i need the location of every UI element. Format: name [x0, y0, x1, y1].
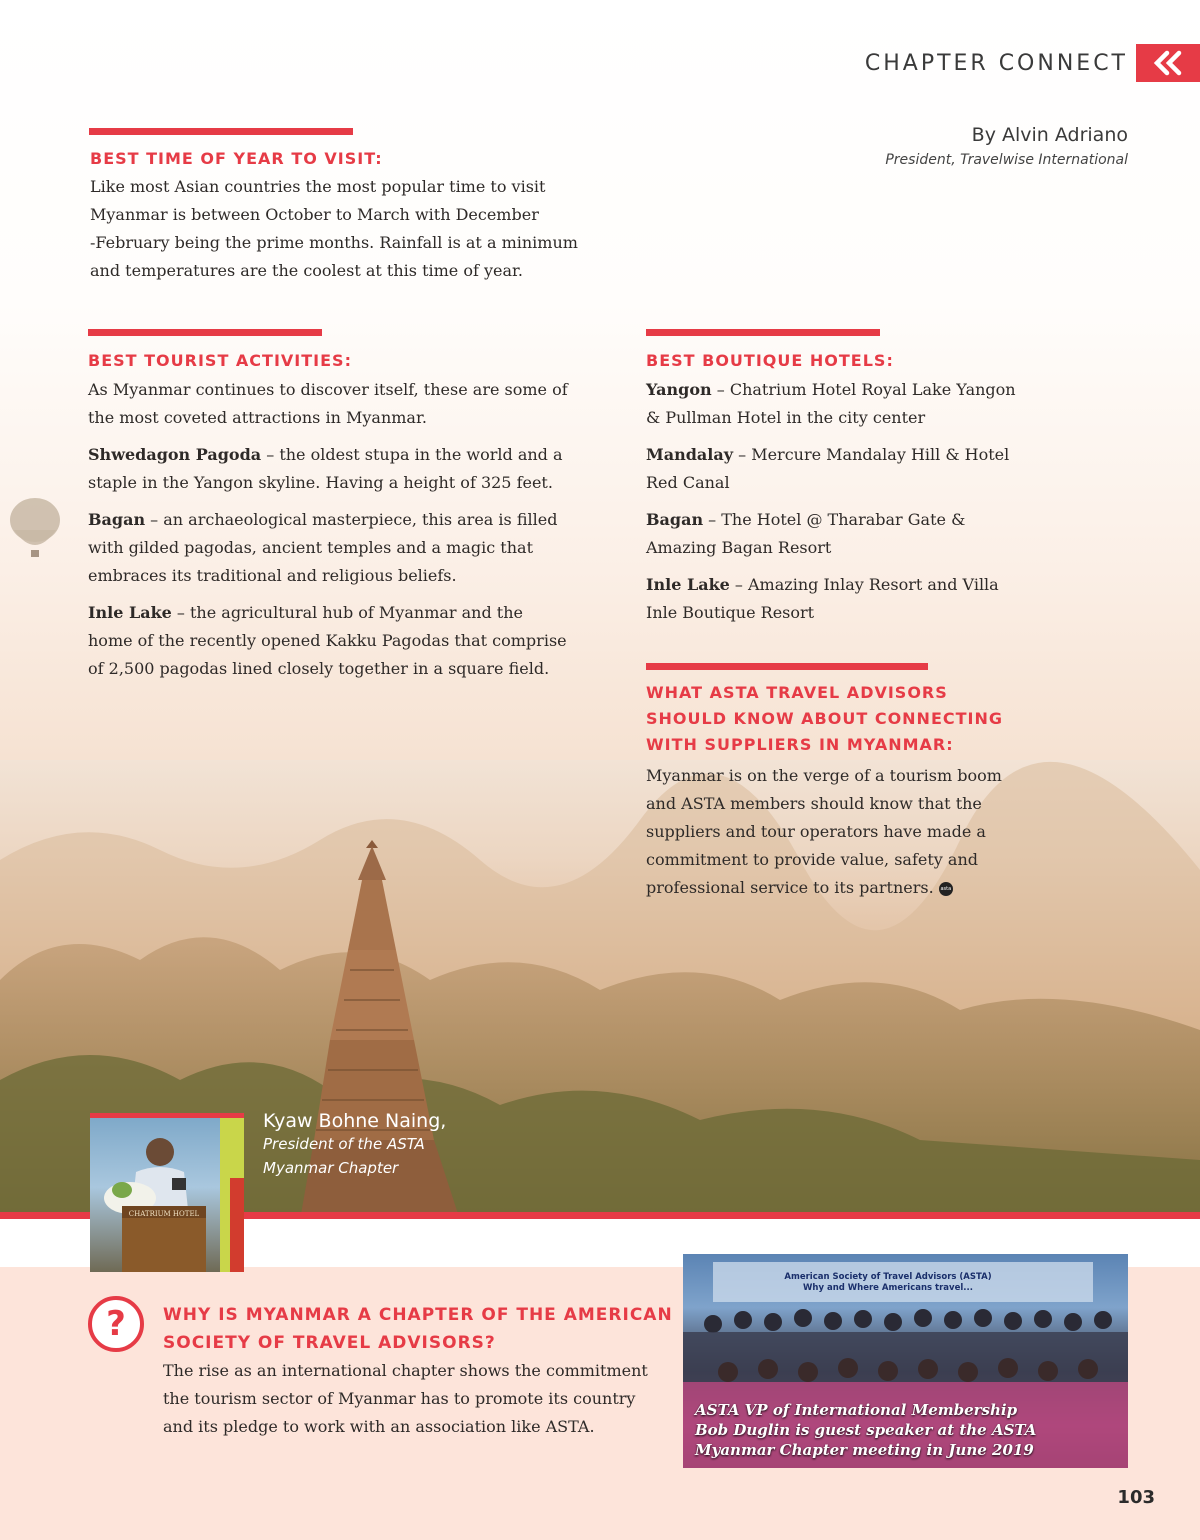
group-photo	[683, 1254, 1128, 1468]
section-rule	[646, 663, 928, 670]
item-text: – the agricultural hub of Myanmar and the home of the recently opened Kakku Pagodas that comprise of 2,500 pagodas lined closely together in a square field.	[88, 603, 567, 678]
item-name: Yangon	[646, 380, 712, 399]
item-name: Inle Lake	[646, 575, 730, 594]
activities-text	[88, 376, 568, 692]
hotels-text	[646, 376, 1016, 636]
section-rule	[646, 329, 880, 336]
item-text: – an archaeological masterpiece, this area is filled with gilded pagodas, ancient temples and a magic that embraces its traditional and religious beliefs.	[88, 510, 558, 585]
section-title: CHAPTER CONNECT	[864, 50, 1128, 76]
item-text: – the oldest stupa in the world and a staple in the Yangon skyline. Having a height of 325 feet.	[88, 445, 563, 492]
list-item	[646, 571, 1016, 627]
hot-air-balloon-icon	[8, 498, 62, 560]
author-role: President, Travelwise International	[885, 152, 1128, 168]
text-line: and temperatures are the coolest at this time of year.	[90, 261, 523, 280]
item-text: – The Hotel @ Tharabar Gate & Amazing Bagan Resort	[646, 510, 966, 557]
best-time-text	[90, 173, 590, 285]
list-item	[88, 506, 568, 590]
page-number: 103	[1117, 1487, 1155, 1508]
text-line: The rise as an international chapter shows the commitment	[163, 1361, 648, 1380]
podium-text: CHATRIUM HOTEL	[128, 1210, 200, 1218]
heading-line: SHOULD KNOW ABOUT CONNECTING	[646, 709, 1004, 728]
caption-role-line: President of the ASTA	[263, 1135, 425, 1153]
hotels-heading: BEST BOUTIQUE HOTELS:	[646, 351, 894, 370]
header-badge	[1136, 44, 1200, 82]
speaker-illustration	[90, 1118, 244, 1272]
list-item	[88, 599, 568, 683]
item-name: Inle Lake	[88, 603, 172, 622]
best-time-heading: BEST TIME OF YEAR TO VISIT:	[90, 149, 383, 168]
section-rule	[89, 128, 353, 135]
author-name: By Alvin Adriano	[971, 124, 1128, 146]
heading-line: WHAT ASTA TRAVEL ADVISORS	[646, 683, 948, 702]
asta-advisors-body: Myanmar is on the verge of a tourism boom and ASTA members should know that the suppliers and tour operators have made a commitment to provide value, safety and professional service to its partners.	[646, 766, 1002, 897]
heading-line: SOCIETY OF TRAVEL ADVISORS?	[163, 1333, 496, 1353]
banner-line: Why and Where Americans travel...	[803, 1283, 973, 1293]
why-chapter-heading	[163, 1301, 673, 1357]
list-item	[646, 506, 1016, 562]
caption-role-line: Myanmar Chapter	[263, 1159, 399, 1177]
caption-name: Kyaw Bohne Naing,	[263, 1110, 447, 1132]
text-line: the tourism sector of Myanmar has to promote its country	[163, 1389, 636, 1408]
why-chapter-text	[163, 1357, 668, 1441]
heading-line: WITH SUPPLIERS IN MYANMAR:	[646, 735, 954, 754]
item-name: Bagan	[646, 510, 704, 529]
section-rule	[88, 329, 322, 336]
asta-advisors-text	[646, 762, 1011, 902]
caption-line: ASTA VP of International Membership	[695, 1401, 1018, 1419]
list-item	[88, 441, 568, 497]
item-text: – Mercure Mandalay Hill & Hotel Red Canal	[646, 445, 1010, 492]
portrait-caption	[263, 1110, 446, 1180]
section-header	[865, 44, 1200, 82]
banner-line: American Society of Travel Advisors (ASTA)	[784, 1272, 992, 1282]
list-item	[646, 376, 1016, 432]
caption-line: Bob Duglin is guest speaker at the ASTA	[695, 1421, 1037, 1439]
activities-heading: BEST TOURIST ACTIVITIES:	[88, 351, 352, 370]
item-text: – Amazing Inlay Resort and Villa Inle Boutique Resort	[646, 575, 999, 622]
activities-intro: As Myanmar continues to discover itself, these are some of the most coveted attractions in Myanmar.	[88, 380, 568, 427]
byline	[885, 124, 1128, 168]
item-name: Mandalay	[646, 445, 734, 464]
question-glyph: ?	[106, 1304, 126, 1344]
item-name: Shwedagon Pagoda	[88, 445, 262, 464]
photo-banner-text	[723, 1272, 1053, 1294]
end-mark-text: asta	[940, 885, 952, 892]
asta-end-mark-icon	[939, 882, 953, 896]
asta-advisors-heading	[646, 680, 1003, 758]
caption-line: Myanmar Chapter meeting in June 2019	[695, 1441, 1034, 1459]
heading-line: WHY IS MYANMAR A CHAPTER OF THE AMERICAN	[163, 1305, 673, 1325]
text-line: -February being the prime months. Rainfall is at a minimum	[90, 233, 578, 252]
text-line: and its pledge to work with an association like ASTA.	[163, 1417, 595, 1436]
list-item	[646, 441, 1016, 497]
group-photo-caption	[695, 1400, 1036, 1460]
double-chevron-left-icon	[1153, 50, 1183, 76]
item-text: – Chatrium Hotel Royal Lake Yangon & Pullman Hotel in the city center	[646, 380, 1016, 427]
text-line: Like most Asian countries the most popular time to visit	[90, 177, 546, 196]
speaker-portrait-photo	[90, 1113, 244, 1272]
item-name: Bagan	[88, 510, 146, 529]
question-mark-icon	[88, 1296, 144, 1352]
text-line: Myanmar is between October to March with December	[90, 205, 539, 224]
